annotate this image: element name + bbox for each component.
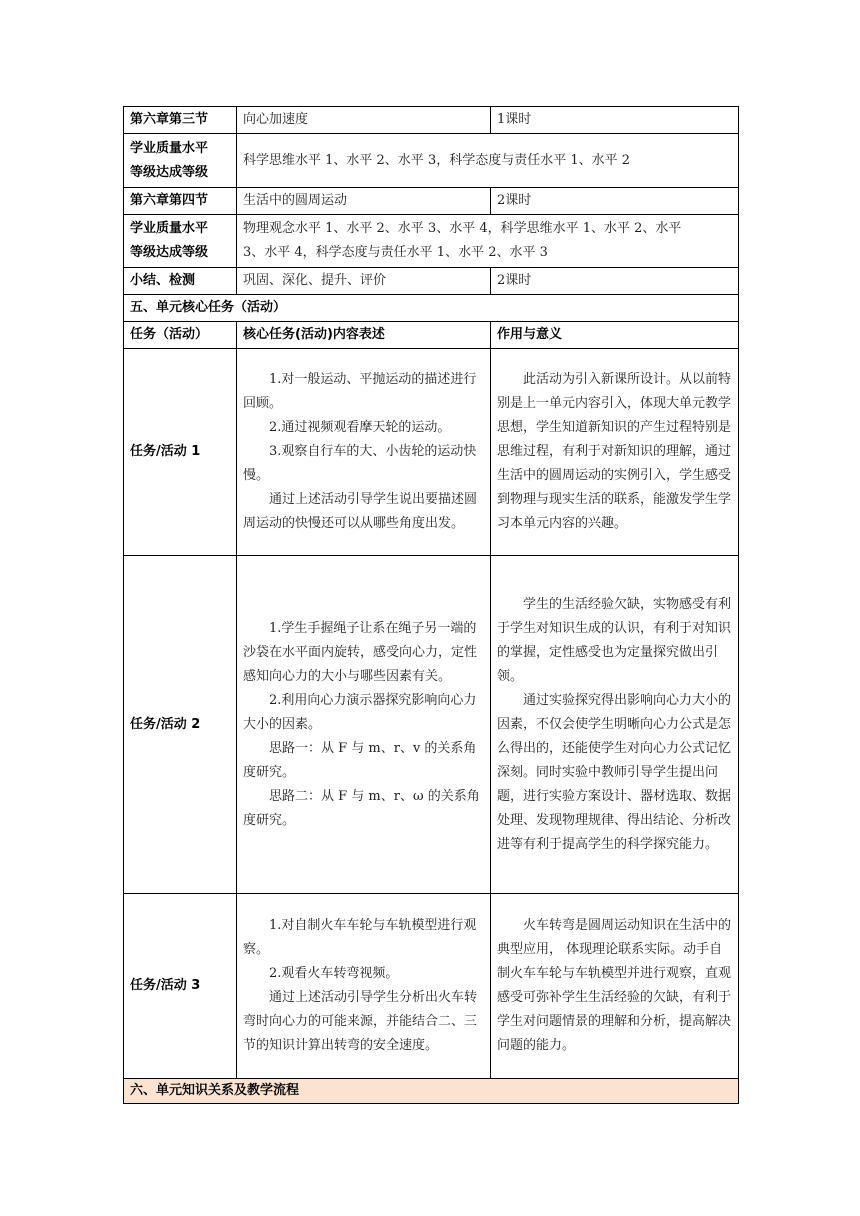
task-name: 任务/活动 2 <box>124 556 237 894</box>
task-content-para: 思路二：从 F 与 m、r、ω 的关系角度研究。 <box>243 788 480 828</box>
section-5-header <box>124 295 739 322</box>
task-content-para: 通过上述活动引导学生说出要描述圆周运动的快慢还可以从哪些角度出发。 <box>243 492 478 531</box>
row-label <box>124 215 237 268</box>
row-label: 第六章第三节 <box>124 107 237 134</box>
task-content <box>237 349 491 556</box>
row-content-line2: 3、水平 4，科学态度与责任水平 1、水平 2、水平 3 <box>243 245 548 260</box>
task-content-para: 通过上述活动引导学生分析出火车转弯时向心力的可能来源，并能结合二、三节的知识计算出转弯的安全速度。 <box>243 990 478 1053</box>
task-content-para: 1.对自制火车车轮与车轨模型进行观察。 <box>243 918 477 957</box>
task-content <box>237 556 491 894</box>
task-meaning <box>491 349 739 556</box>
row-hours: 2课时 <box>491 268 739 295</box>
task-content-para: 1.学生手握绳子让系在绳子另一端的沙袋在水平面内旋转，感受向心力，定性感知向心力的大小与哪些因素有关。 <box>243 620 478 684</box>
row-content: 向心加速度 <box>237 107 491 134</box>
row-label-line2: 等级达成等级 <box>130 164 209 180</box>
task-name: 任务/活动 1 <box>124 349 237 556</box>
unit-plan-table <box>123 106 739 1104</box>
task-content-para: 2.观看火车转弯视频。 <box>269 966 399 981</box>
col-header-meaning: 作用与意义 <box>491 322 739 349</box>
task-row-2 <box>124 556 739 894</box>
row-summary <box>124 268 739 295</box>
row-hours: 2课时 <box>491 188 739 215</box>
row-label-line1: 学业质量水平 <box>130 221 209 236</box>
task-name: 任务/活动 3 <box>124 894 237 1079</box>
section-title: 六、单元知识关系及教学流程 <box>124 1079 739 1104</box>
task-meaning <box>491 894 739 1079</box>
row-label <box>124 134 237 188</box>
task-content-para: 2.通过视频观看摩天轮的运动。 <box>269 420 451 435</box>
task-content-para: 3.观察自行车的大、小齿轮的运动快慢。 <box>243 444 477 483</box>
row-label: 小结、检测 <box>124 268 237 295</box>
row-content: 巩固、深化、提升、评价 <box>237 268 491 295</box>
row-quality-level-2 <box>124 215 739 268</box>
row-chapter6-sec3 <box>124 107 739 134</box>
task-row-3 <box>124 894 739 1079</box>
row-label-line1: 学业质量水平 <box>130 140 209 156</box>
row-quality-level-1 <box>124 134 739 188</box>
task-content-para: 1.对一般运动、平抛运动的描述进行回顾。 <box>243 372 477 411</box>
row-content <box>237 215 739 268</box>
task-content-para: 2.利用向心力演示器探究影响向心力大小的因素。 <box>243 692 477 732</box>
col-header-content: 核心任务(活动)内容表述 <box>237 322 491 349</box>
task-row-1 <box>124 349 739 556</box>
section-6-header <box>124 1079 739 1104</box>
section-title: 五、单元核心任务（活动） <box>124 295 739 322</box>
task-content-para: 思路一：从 F 与 m、r、v 的关系角度研究。 <box>243 740 477 780</box>
col-header-task: 任务（活动） <box>124 322 237 349</box>
task-meaning-para: 学生的生活经验欠缺，实物感受有利于学生对知识生成的认识，有利于对知识的掌握，定性感受也为定量探究做出引领。 <box>497 596 732 684</box>
row-hours: 1课时 <box>491 107 739 134</box>
row-label-line2: 等级达成等级 <box>130 245 209 260</box>
task-meaning-para: 此活动为引入新课所设计。从以前特别是上一单元内容引入，体现大单元教学思想，学生知道新知识的产生过程特别是思维过程，有利于对新知识的理解，通过生活中的圆周运动的实例引入，学生感受到物理与现实生活的联系，能激发学生学习本单元内容的兴趣。 <box>497 372 732 531</box>
task-content <box>237 894 491 1079</box>
task-table-header <box>124 322 739 349</box>
row-label: 第六章第四节 <box>124 188 237 215</box>
row-content: 生活中的圆周运动 <box>237 188 491 215</box>
task-meaning-para: 通过实验探究得出影响向心力大小的因素，不仅会使学生明晰向心力公式是怎么得出的，还能使学生对向心力公式记忆深刻。同时实验中教师引导学生提出问题，进行实验方案设计、器材选取、数据处理、发现物理规律、得出结论、分析改进等有利于提高学生的科学探究能力。 <box>497 692 732 852</box>
task-meaning <box>491 556 739 894</box>
row-content-line1: 物理观念水平 1、水平 2、水平 3、水平 4，科学思维水平 1、水平 2、水平 <box>243 221 682 236</box>
row-content: 科学思维水平 1、水平 2、水平 3，科学态度与责任水平 1、水平 2 <box>237 134 739 188</box>
row-chapter6-sec4 <box>124 188 739 215</box>
task-meaning-para: 火车转弯是圆周运动知识在生活中的典型应用， 体现理论联系实际。动手自制火车车轮与车轨模型并进行观察，直观感受可弥补学生生活经验的欠缺，有利于学生对问题情景的理解和分析，提高解决问题的能力。 <box>497 918 732 1053</box>
